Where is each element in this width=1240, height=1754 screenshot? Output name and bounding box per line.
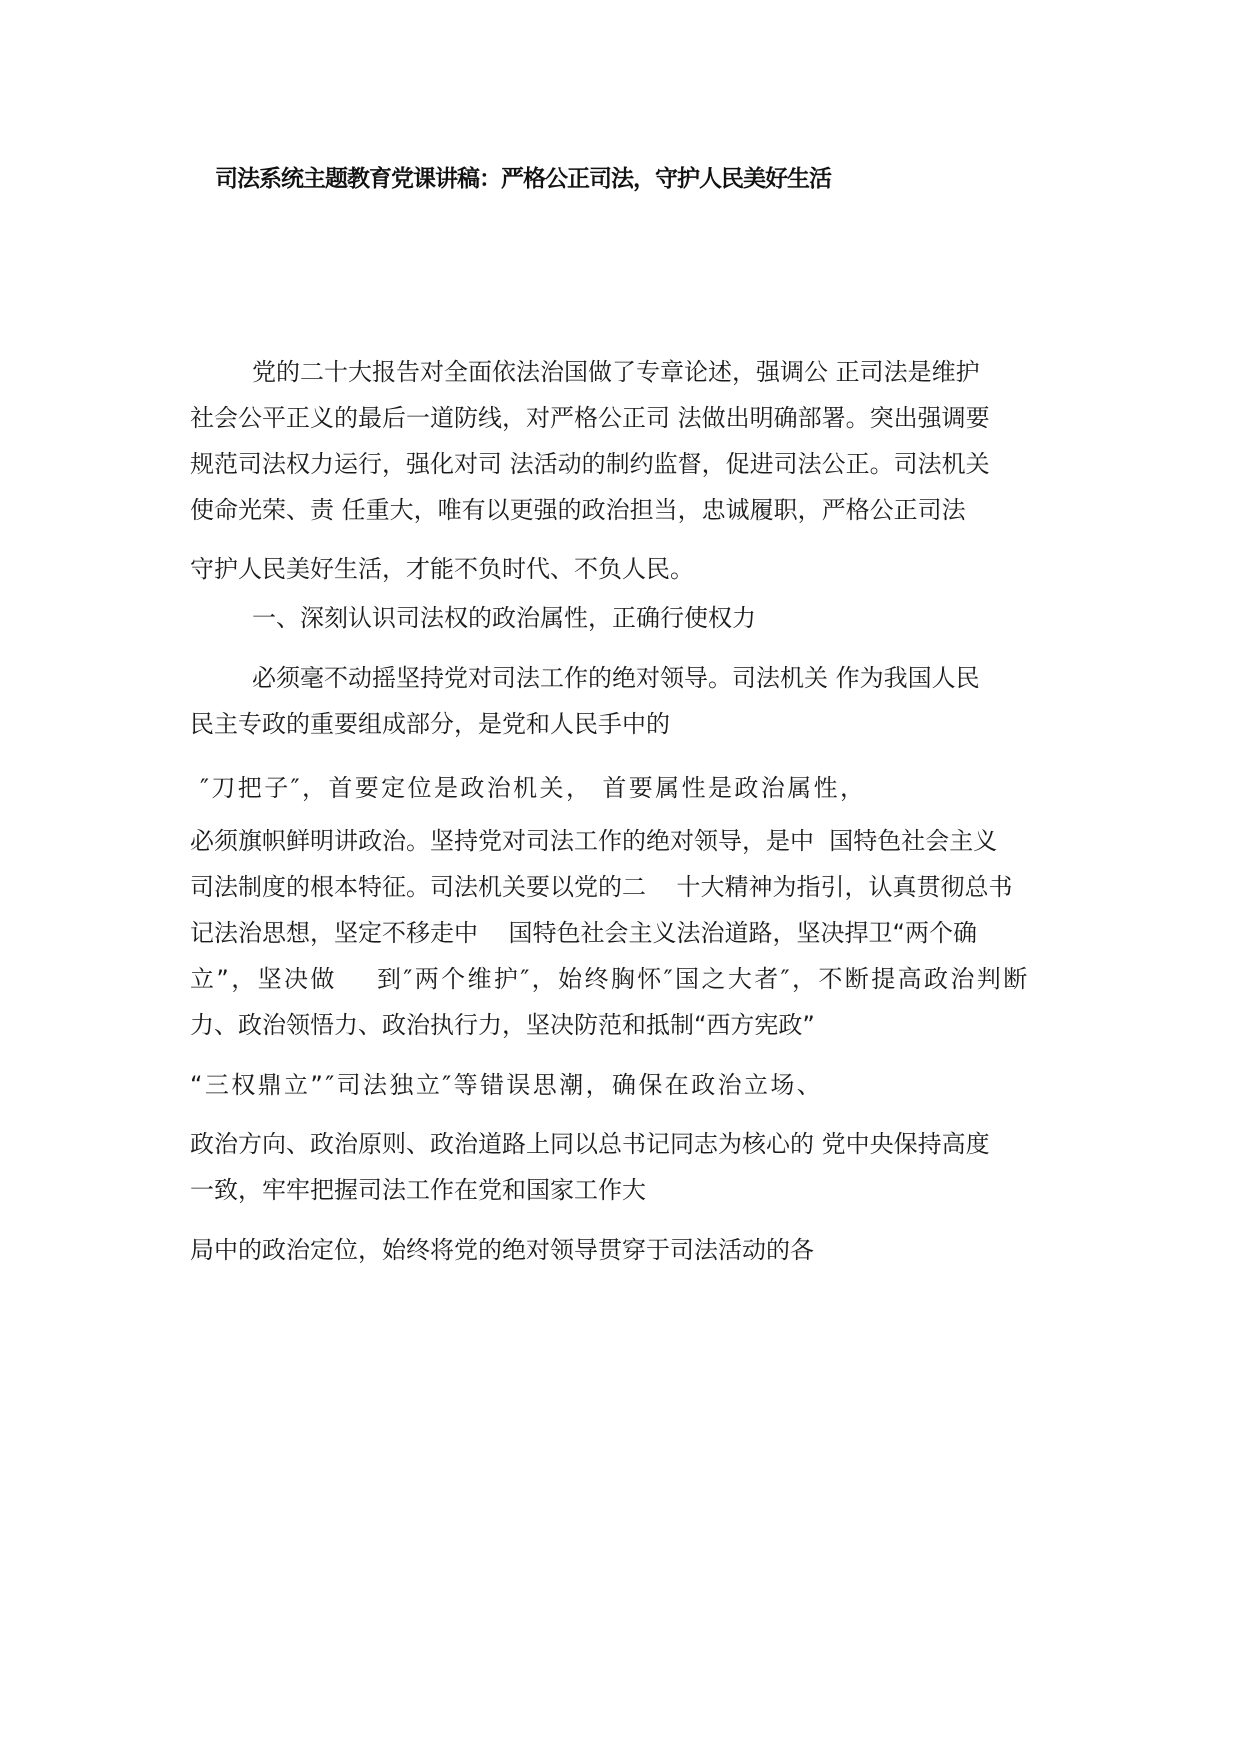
paragraph-line-4: 使命光荣、责 任重大，唯有以更强的政治担当，忠诚履职，严格公正司法 <box>190 496 966 524</box>
paragraph-line-16: 政治方向、政治原则、政治道路上同以总书记同志为核心的 党中央保持高度 <box>190 1130 990 1158</box>
paragraph-line-12: 记法治思想，坚定不移走中 国特色社会主义法治道路，坚决捍卫“两个确 <box>190 919 977 947</box>
paragraph-line-13: 立”，坚决做 到″两个维护″，始终胸怀″国之大者″，不断提高政治判断 <box>190 965 1030 993</box>
paragraph-line-17: 一致，牢牢把握司法工作在党和国家工作大 <box>190 1176 646 1204</box>
paragraph-line-8: 民主专政的重要组成部分，是党和人民手中的 <box>190 710 670 738</box>
paragraph-line-7: 必须毫不动摇坚持党对司法工作的绝对领导。司法机关 作为我国人民 <box>252 664 980 692</box>
paragraph-line-10: 必须旗帜鲜明讲政治。坚持党对司法工作的绝对领导，是中 国特色社会主义 <box>190 827 998 855</box>
paragraph-line-1: 党的二十大报告对全面依法治国做了专章论述，强调公 正司法是维护 <box>252 358 980 386</box>
paragraph-line-2: 社会公平正义的最后一道防线，对严格公正司 法做出明确部署。突出强调要 <box>190 404 990 432</box>
paragraph-line-11: 司法制度的根本特征。司法机关要以党的二 十大精神为指引，认真贯彻总书 <box>190 873 1013 901</box>
paragraph-line-9: ″刀把子″，首要定位是政治机关， 首要属性是政治属性， <box>190 774 867 802</box>
document-title: 司法系统主题教育党课讲稿：严格公正司法，守护人民美好生活 <box>215 166 831 192</box>
paragraph-line-5: 守护人民美好生活，才能不负时代、不负人民。 <box>190 555 694 583</box>
paragraph-line-14: 力、政治领悟力、政治执行力，坚决防范和抵制“西方宪政” <box>190 1011 815 1039</box>
paragraph-line-18: 局中的政治定位，始终将党的绝对领导贯穿于司法活动的各 <box>190 1236 814 1264</box>
paragraph-line-3: 规范司法权力运行，强化对司 法活动的制约监督，促进司法公正。司法机关 <box>190 450 990 478</box>
section-heading: 一、深刻认识司法权的政治属性，正确行使权力 <box>252 604 756 632</box>
paragraph-line-15: “三权鼎立”″司法独立″等错误思潮，确保在政治立场、 <box>190 1071 824 1099</box>
